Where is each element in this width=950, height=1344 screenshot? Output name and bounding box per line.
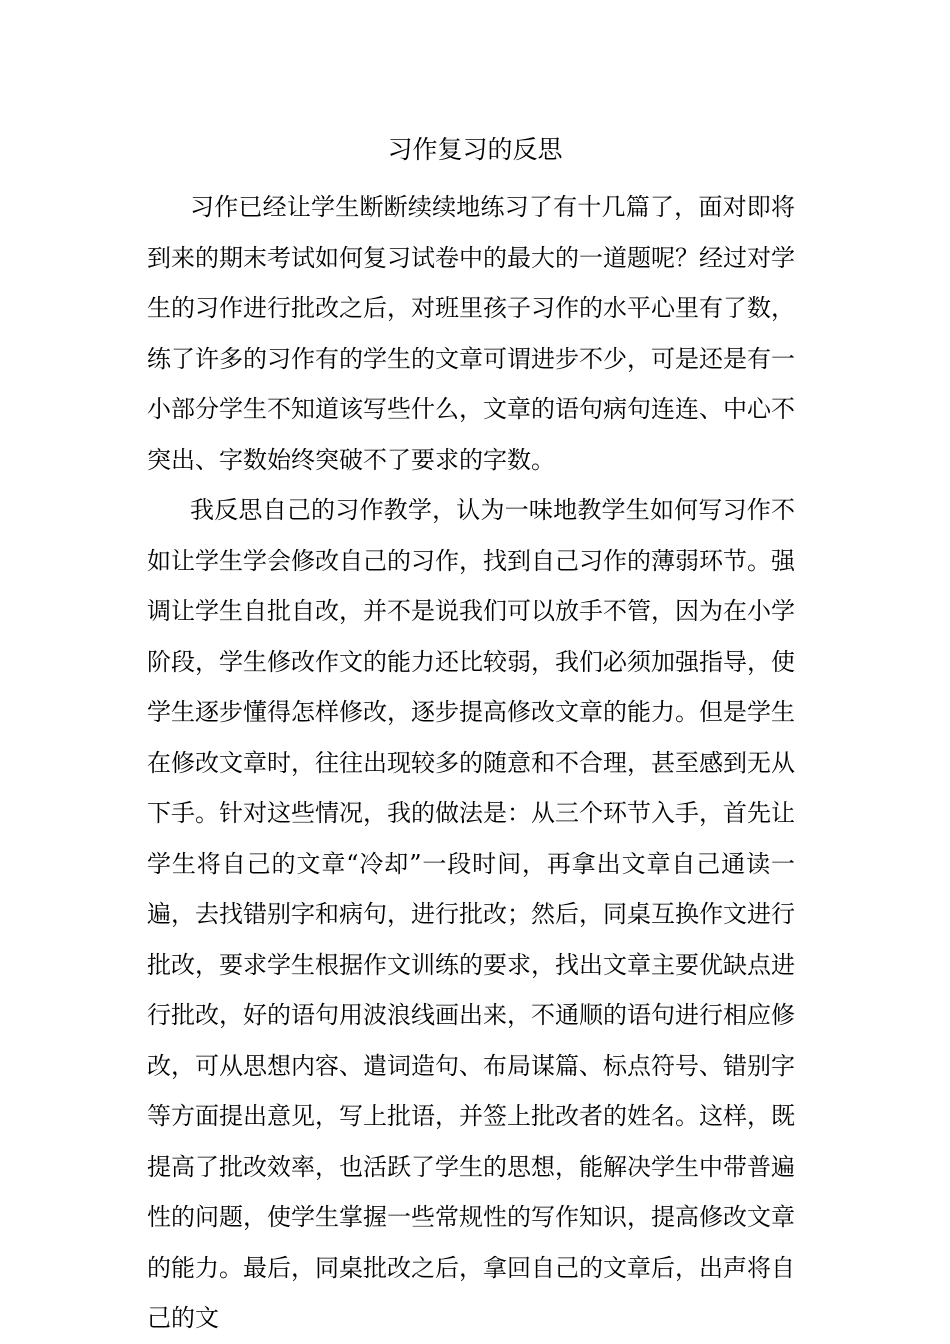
paragraph-2: 我反思自己的习作教学，认为一味地教学生如何写习作不如让学生学会修改自己的习作，找到自己习作的薄弱环节。强调让学生自批自改，并不是说我们可以放手不管，因为在小学阶段，学生修改作文的能力还比较弱，我们必须加强指导，使学生逐步懂得怎样修改，逐步提高修改文章的能力。但是学生在修改文章时，往往出现较多的随意和不合理，甚至感到无从下手。针对这些情况，我的做法是：从三个环节入手，首先让学生将自己的文章“冷却”一段时间，再拿出文章自己通读一遍，去找错别字和病句，进行批改；然后，同桌互换作文进行批改，要求学生根据作文训练的要求，找出文章主要优缺点进行批改，好的语句用波浪线画出来，不通顺的语句进行相应修改，可从思想内容、遣词造句、布局谋篇、标点符号、错别字等方面提出意见，写上批语，并签上批改者的姓名。这样，既提高了批改效率，也活跃了学生的思想，能解决学生中带普遍性的问题，使学生掌握一些常规性的写作知识，提高修改文章的能力。最后，同桌批改之后，拿回自己的文章后，出声将自己的文 — [147, 496, 795, 1332]
document-body — [147, 182, 795, 1344]
document-title: 习作复习的反思 — [387, 135, 563, 164]
paragraph-1: 习作已经让学生断断续续地练习了有十几篇了，面对即将到来的期末考试如何复习试卷中的最大的一道题呢？经过对学生的习作进行批改之后，对班里孩子习作的水平心里有了数，练了许多的习作有的学生的文章可谓进步不少，可是还是有一小部分学生不知道该写些什么，文章的语句病句连连、中心不突出、字数始终突破不了要求的字数。 — [147, 193, 795, 474]
